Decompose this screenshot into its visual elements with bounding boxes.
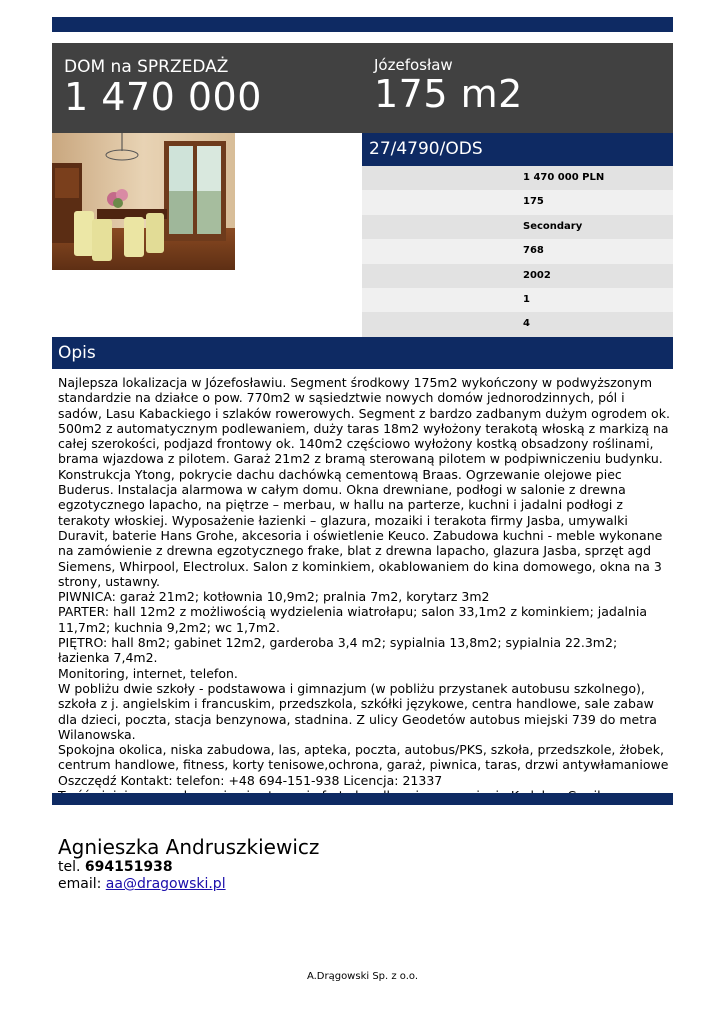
company-footer: A.Drągowski Sp. z o.o. (306, 971, 419, 982)
property-photo (52, 133, 235, 270)
description-paragraph: PIĘTRO: hall 8m2; gabinet 12m2, garderoba 3,4 m2; sypialnia 13,8m2; sypialnia 22.3m2; łazienka 7,4m2. (58, 635, 618, 666)
details-table (362, 166, 673, 337)
description-text (58, 375, 670, 803)
detail-plot-area: 768 (362, 239, 673, 263)
listing-reference: 27/4790/ODS (362, 133, 673, 166)
detail-market: Secondary (362, 215, 673, 239)
description-paragraph: PIWNICA: garaż 21m2; kotłownia 10,9m2; pralnia 7m2, korytarz 3m2 (58, 589, 490, 605)
listing-header (52, 43, 673, 133)
listing-area: 175 m2 (374, 72, 523, 116)
listing-location: Józefosław (374, 56, 453, 74)
interior-dining-room-photo (52, 133, 235, 270)
description-paragraph: Spokojna okolica, niska zabudowa, las, apteka, poczta, autobus/PKS, szkoła, przedszkole, żłobek, centrum handlowe, fitness, korty tenisowe,ochrona, garaż, piwnica, taras, drzwi antywłamaniowe Oszczędź Kontakt: telefon: +48 694-151-938 Licencja: 21337 (58, 742, 669, 788)
agent-contact (58, 835, 319, 893)
listing-price: 1 470 000 (64, 75, 262, 119)
top-accent-bar (52, 17, 673, 32)
agent-phone-line (58, 859, 319, 876)
description-heading: Opis (52, 337, 673, 369)
bottom-accent-bar (52, 793, 673, 805)
agent-email-link[interactable]: aa@dragowski.pl (105, 876, 226, 892)
description-paragraph: Najlepsza lokalizacja w Józefosławiu. Segment środkowy 175m2 wykończony w podwyższonym standardzie na działce o pow. 770m2 w sąsiedztwie nowych domów jednorodzinnych, pól i sadów, Lasu Kabackiego i szlaków rowerowych. Segment z bardzo zadbanym dużym ogrodem ok. 500m2 z automatycznym podlewaniem, duży taras 18m2 wyłożony terakotą włoską z markizą na całej szerokości, podjazd frontowy ok. 140m2 częściowo wyłożony kostką obsadzony roślinami, brama wjazdowa z pilotem. Garaż 21m2 z bramą sterowaną pilotem w podpiwniczeniu budynku. Konstrukcja Ytong, pokrycie dachu dachówką cementową Braas. Ogrzewanie olejowe piec Buderus. Instalacja alarmowa w całym domu. Okna drewniane, podłogi w salonie z drewna egzotycznego lapacho, na piętrze – merbau, w hallu na parterze, kuchni i jadalni podłogi z terakoty włoskiej. Wyposażenie łazienki – glazura, mozaiki i terakota firmy Jasba, umywalki Duravit, baterie Hans Grohe, akcesoria i oświetlenie Keuco. Zabudowa kuchni - meble wykonane na zamówienie z drewna egzotycznego frake, blat z drewna lapacho, glazura Jasba, sprzęt agd Siemens, Whirpool, Electrolux. Salon z kominkiem, okablowaniem do kina domowego, okna na 3 strony, ustawny. (58, 375, 670, 589)
agent-name: Agnieszka Andruszkiewicz (58, 835, 320, 859)
description-paragraph: PARTER: hall 12m2 z możliwością wydzielenia wiatrołapu; salon 33,1m2 z kominkiem; jadalnia 11,7m2; kuchnia 9,2m2; wc 1,7m2. (58, 604, 648, 635)
agent-email-line (58, 876, 319, 893)
description-paragraph: Monitoring, internet, telefon. (58, 665, 238, 681)
detail-area: 175 (362, 190, 673, 214)
email-label: email: (58, 876, 102, 892)
detail-price: 1 470 000 PLN (362, 166, 673, 190)
detail-floors: 1 (362, 288, 673, 312)
agent-phone[interactable]: 694151938 (84, 859, 173, 875)
detail-rooms: 4 (362, 312, 673, 336)
listing-type: DOM na SPRZEDAŻ (64, 57, 229, 77)
detail-year-built: 2002 (362, 264, 673, 288)
description-paragraph: W pobliżu dwie szkoły - podstawowa i gimnazjum (w pobliżu przystanek autobusu szkolnego), szkoła z j. angielskim i francuskim, przedszkola, szkółki językowe, centra handlowe, sale zabaw dla dzieci, poczta, stacja benzynowa, stadnina. Z ulicy Geodetów autobus miejski 739 do metra Wilanowska. (58, 680, 657, 742)
phone-label: tel. (58, 859, 81, 875)
